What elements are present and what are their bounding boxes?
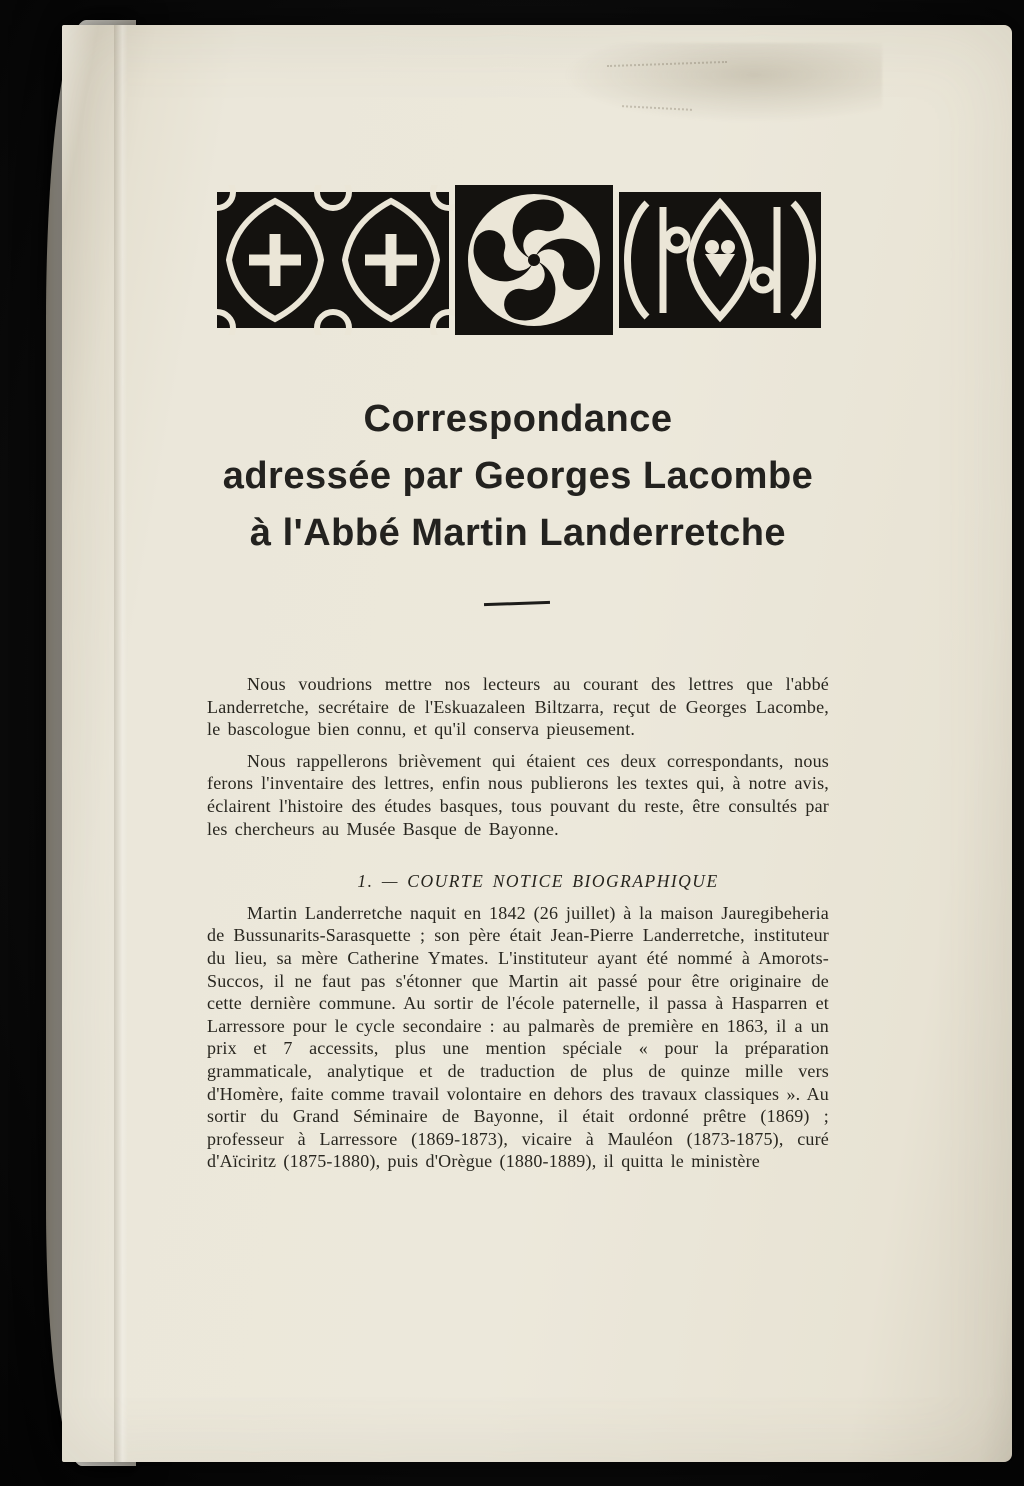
pencil-smudge	[562, 43, 882, 123]
section-heading: 1. — COURTE NOTICE BIOGRAPHIQUE	[357, 871, 719, 892]
title-line-3: à l'Abbé Martin Landerretche	[249, 512, 787, 554]
title-line-1: Correspondance	[363, 398, 673, 440]
intro-paragraph-2: Nous rappellerons brièvement qui étaient ces deux correspondants, nous ferons l'inventaire des lettres, enfin nous publierons les textes qui, à notre avis, éclairent l'histoire des études basques, tous pouvant du reste, être consultés par les chercheurs au Musée Basque de Bayonne.	[207, 750, 829, 839]
intro-paragraph-1: Nous voudrions mettre nos lecteurs au courant des lettres que l'abbé Landerretche, secrétaire de l'Eskuazaleen Biltzarra, reçut de Georges Lacombe, le bascologue bien connu, et qu'il conserva pieusement.	[207, 674, 829, 740]
basque-pattern-left-icon	[217, 185, 465, 335]
page-fold-crease	[114, 25, 128, 1462]
ornament-band	[217, 185, 821, 335]
lauburu-icon	[455, 185, 613, 335]
title-line-2: adressée par Georges Lacombe	[222, 455, 814, 497]
title-divider-rule	[484, 601, 550, 606]
basque-pattern-right-icon	[619, 192, 821, 328]
body-paragraph: Martin Landerretche naquit en 1842 (26 juillet) à la maison Jauregibeheria de Bussunarits-Sarasquette ; son père était Jean-Pierre Landerretche, instituteur du lieu, sa mère Catherine Ymates. L'instituteur ayant été nommé à Amorots-Succos, il ne faut pas s'étonner que Martin ait passé pour être originaire de cette dernière commune. Au sortir de l'école paternelle, il passa à Hasparren et Larressore pour le cycle secondaire : au palmarès de première en 1863, il a un prix et 7 accessits, plus une mention spéciale « pour la préparation grammaticale, analytique et de traduction de plus de quinze mille vers d'Homère, faite comme travail volontaire en dehors des travaux classiques ». Au sortir du Grand Séminaire de Bayonne, il était ordonné prêtre (1869) ; professeur à Larressore (1869-1873), vicaire à Mauléon (1873-1875), curé d'Aïciritz (1875-1880), puis d'Orègue (1880-1889), il quitta le ministère	[207, 902, 829, 1172]
book-page	[62, 25, 1012, 1462]
article-text-column	[207, 673, 829, 1182]
article-title	[62, 391, 974, 562]
